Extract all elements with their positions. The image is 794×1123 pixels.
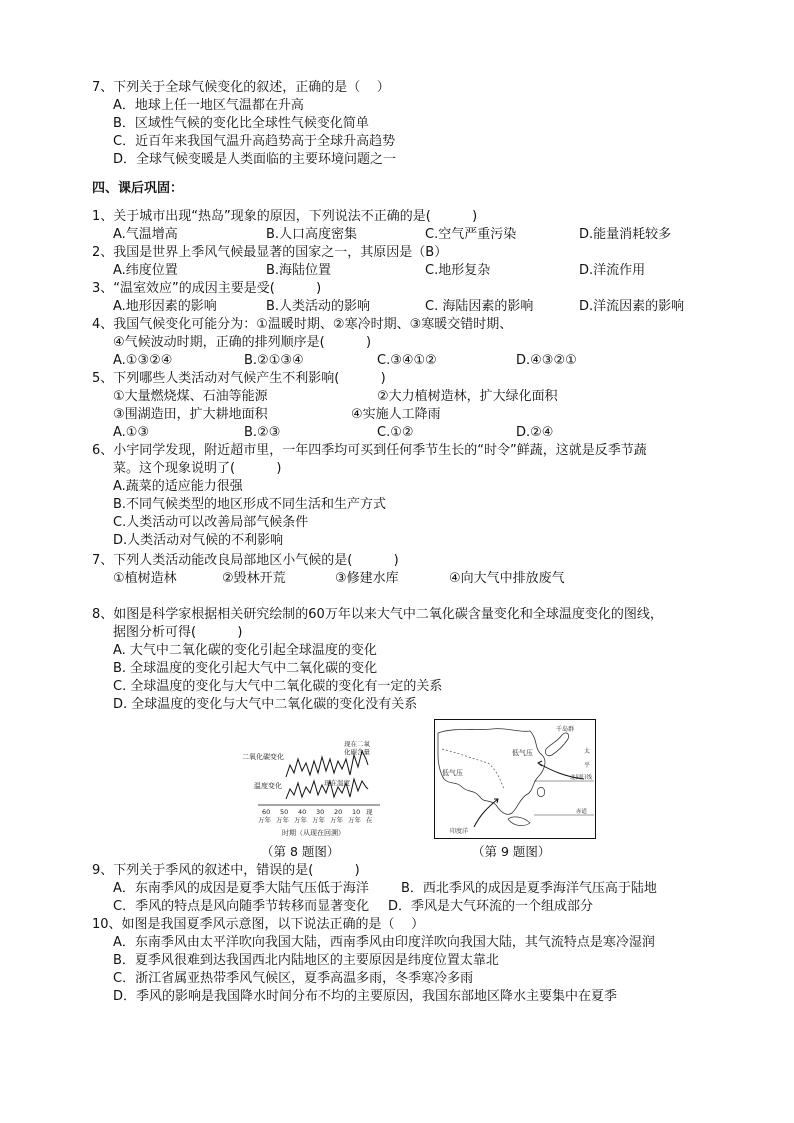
q5-option-c: C.①② [377, 425, 414, 440]
q7-option-a: A．地球上任一地区气温都在升高 [113, 98, 304, 113]
q10-option-d: D．季风的影响是我国降水时间分布不均的主要原因，我国东部地区降水主要集中在夏季 [113, 989, 618, 1004]
fig8-unit-5: 万年 [330, 816, 343, 824]
fig8-unit-1: 万年 [258, 816, 271, 824]
q2-option-b: B.海陆位置 [266, 263, 332, 278]
q10-option-a: A．东南季风由太平洋吹向我国大陆，西南季风由印度洋吹向我国大陆，其气流特点是寒冷湿润 [113, 935, 655, 950]
fig8-chart [240, 737, 388, 839]
fig8-unit-6: 万年 [348, 816, 361, 824]
q5-item-3: ③围湖造田，扩大耕地面积 [113, 407, 268, 422]
fig8-label-temp: 温度变化 [254, 782, 282, 790]
fig8-tick-50: 50 [280, 808, 289, 816]
q9-option-a: A．东南季风的成因是夏季大陆气压低于海洋 [113, 881, 369, 896]
q1-option-b: B.人口高度密集 [266, 227, 358, 242]
q5-item-1: ①大量燃烧煤、石油等能源 [113, 389, 268, 404]
q8-option-d: D. 全球温度的变化与大气中二氧化碳的变化没有关系 [113, 697, 418, 712]
q4-stem-cont: ④气候波动时期，正确的排列顺序是( ) [113, 335, 372, 350]
fig9-label-6: 赤道 [576, 809, 588, 815]
q5-stem: 5、下列哪些人类活动对气候产生不利影响( ) [92, 371, 386, 386]
q6-option-d: D.人类活动对气候的不利影响 [113, 533, 284, 548]
q4-option-c: C.③④①② [377, 353, 437, 368]
fig9-caption: （第 9 题图） [472, 844, 551, 859]
q7-option-c: C．近百年来我国气温升高趋势高于全球升高趋势 [113, 134, 396, 149]
q7-option-b: B．区域性气候的变化比全球性气候变化简单 [113, 116, 369, 131]
q4-stem: 4、我国气候变化可能分为：①温暖时期、②寒冷时期、③寒暖交错时期、 [92, 317, 513, 332]
q9-option-c: C．季风的特点是风向随季节转移而显著变化 [113, 899, 370, 914]
fig8-unit-4: 万年 [312, 816, 325, 824]
q4-option-a: A.①③②④ [113, 353, 173, 368]
q2-option-c: C.地形复杂 [425, 263, 491, 278]
fig9-label-4: 平 [584, 762, 591, 769]
q1-option-d: D.能量消耗较多 [579, 227, 672, 242]
q7b-item-1: ①植树造林 [113, 571, 177, 586]
fig8-tick-60: 60 [262, 808, 271, 816]
q6-option-a: A.蔬菜的适应能力很强 [113, 479, 243, 494]
fig9-label-8: 千岛群 [556, 726, 575, 733]
q5-item-2: ②大力植树造林，扩大绿化面积 [377, 389, 558, 404]
q5-option-d: D.②④ [516, 425, 554, 440]
q8-stem: 8、如图是科学家根据相关研究绘制的60万年以来大气中二氧化碳含量变化和全球温度变化的图线， [92, 607, 663, 622]
q3-option-c: C. 海陆因素的影响 [425, 299, 534, 314]
fig9-label-1: 低气压 [442, 769, 463, 777]
q7-stem: 7、下列关于全球气候变化的叙述，正确的是（ ） [92, 80, 390, 95]
q9-option-d: D．季风是大气环流的一个组成部分 [388, 899, 594, 914]
fig8-label-now-co2-2: 化碳含量 [344, 748, 370, 756]
fig8-ticks [258, 808, 373, 824]
q6-option-b: B.不同气候类型的地区形成不同生活和生产方式 [113, 497, 387, 512]
fig9-label-7: 印度洋 [450, 828, 469, 835]
fig8-unit-3: 万年 [294, 816, 307, 824]
fig8-label-co2: 二氧化碳变化 [242, 753, 284, 761]
fig8-label-now-co2: 现在二氧 [344, 740, 370, 748]
q10-stem: 10、如图是我国夏季风示意图，以下说法正确的是（ ） [92, 917, 425, 932]
q10-option-c: C．浙江省属亚热带季风气候区，夏季高温多雨，冬季寒冷多雨 [113, 971, 474, 986]
q3-stem: 3、“温室效应”的成因主要是受( ) [92, 281, 322, 296]
q2-option-d: D.洋流作用 [579, 263, 646, 278]
q8-option-b: B. 全球温度的变化引起大气中二氧化碳的变化 [113, 661, 378, 676]
q2-stem: 2、我国是世界上季风气候最显著的国家之一，其原因是（B） [92, 245, 448, 260]
q3-option-b: B.人类活动的影响 [266, 299, 371, 314]
q5-option-b: B.②③ [244, 425, 281, 440]
q7b-item-3: ③修建水库 [335, 571, 399, 586]
q5-item-4: ④实施人工降雨 [351, 407, 441, 422]
q7-option-d: D．全球气候变暖是人类面临的主要环境问题之一 [113, 152, 397, 167]
q7b-stem: 7、下列人类活动能改良局部地区小气候的是( ) [92, 553, 399, 568]
q6-stem-cont: 菜。这个现象说明了( ) [113, 461, 282, 476]
fig9-map [434, 719, 596, 839]
q3-option-a: A.地形因素的影响 [113, 299, 217, 314]
fig8-tick-30: 30 [316, 808, 325, 816]
q1-option-a: A.气温增高 [113, 227, 178, 242]
q9-stem: 9、下列关于季风的叙述中，错误的是( ) [92, 863, 360, 878]
fig8-tick-now: 现 [366, 808, 373, 816]
fig8-xlabel: 时期（从现在回溯） [282, 829, 345, 837]
fig8-tick-10: 10 [352, 808, 361, 816]
fig8-label-now-temp: 现在温度 [324, 779, 350, 787]
q8-stem-cont: 据图分析可得( ) [113, 625, 243, 640]
fig8-caption: （第 8 题图） [261, 844, 340, 859]
q10-option-b: B．夏季风很难到达我国西北内陆地区的主要原因是纬度位置太靠北 [113, 953, 499, 968]
q4-option-b: B.②①③④ [244, 353, 304, 368]
fig8-unit-7: 在 [366, 816, 373, 824]
q7b-item-4: ④向大气中排放废气 [449, 571, 565, 586]
q7b-item-2: ②毁林开荒 [222, 571, 286, 586]
q3-option-d: D.洋流因素的影响 [579, 299, 685, 314]
fig9-label-2: 低气压 [512, 749, 533, 757]
q8-option-a: A. 大气中二氧化碳的变化引起全球温度的变化 [113, 643, 377, 658]
fig8-unit-2: 万年 [276, 816, 289, 824]
section-heading: 四、课后巩固： [92, 181, 184, 196]
q9-option-b: B．西北季风的成因是夏季海洋气压高于陆地 [401, 881, 657, 896]
fig9-label-5: 北回归线 [570, 775, 593, 781]
q2-option-a: A.纬度位置 [113, 263, 178, 278]
q5-option-a: A.①③ [113, 425, 150, 440]
q4-option-d: D.④③②① [516, 353, 577, 368]
fig9-label-3: 太 [584, 748, 591, 755]
q1-stem: 1、关于城市出现“热岛”现象的原因，下列说法不正确的是( ) [92, 209, 478, 224]
q8-option-c: C. 全球温度的变化与大气中二氧化碳的变化有一定的关系 [113, 679, 443, 694]
q1-option-c: C.空气严重污染 [425, 227, 517, 242]
fig8-tick-40: 40 [298, 808, 307, 816]
fig8-tick-20: 20 [334, 808, 343, 816]
q6-stem: 6、小宇同学发现，附近超市里，一年四季均可买到任何季节生长的“时令”鲜蔬，这就是反季节蔬 [92, 443, 647, 458]
q6-option-c: C.人类活动可以改善局部气候条件 [113, 515, 309, 530]
